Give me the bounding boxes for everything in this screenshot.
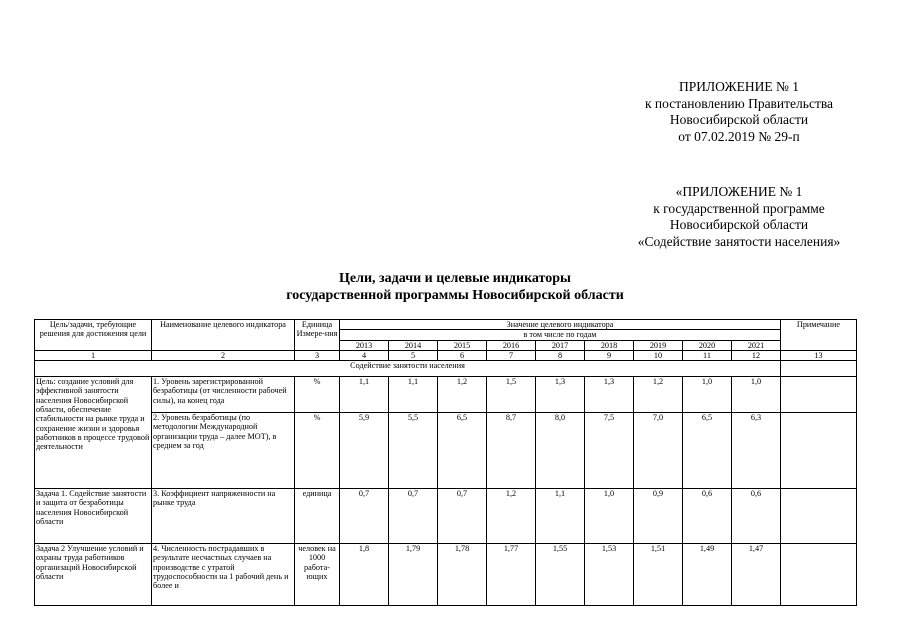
indicator-cell: 1. Уровень зарегистрированной безработицы (от численности рабочей силы), на конец года <box>152 377 295 413</box>
header-year: 2019 <box>634 340 683 350</box>
task-cell: Задача 2 Улучшение условий и охраны труда работников организаций Новосибирской области <box>35 544 152 606</box>
unit-cell: % <box>295 413 340 489</box>
appendix-1-line-1: ПРИЛОЖЕНИЕ № 1 <box>678 79 800 94</box>
value-cell: 7,5 <box>585 413 634 489</box>
note-cell <box>781 544 857 606</box>
unit-cell: человек на 1000 работа-ющих <box>295 544 340 606</box>
value-cell: 1,8 <box>340 544 389 606</box>
note-cell <box>781 377 857 413</box>
column-number: 12 <box>732 350 781 360</box>
value-cell: 1,1 <box>389 377 438 413</box>
value-cell: 6,3 <box>732 413 781 489</box>
value-cell: 8,7 <box>487 413 536 489</box>
column-number: 3 <box>295 350 340 360</box>
value-cell: 5,5 <box>389 413 438 489</box>
header-year: 2018 <box>585 340 634 350</box>
appendix-1-line-3: Новосибирской области <box>669 112 809 127</box>
header-year: 2013 <box>340 340 389 350</box>
column-number: 4 <box>340 350 389 360</box>
value-cell: 1,55 <box>536 544 585 606</box>
indicator-cell: 4. Численность пострадавших в результате несчастных случаев на производстве с утратой трудоспособности на 1 рабочий день и более и <box>152 544 295 606</box>
value-cell: 1,1 <box>340 377 389 413</box>
header-year: 2014 <box>389 340 438 350</box>
value-cell: 7,0 <box>634 413 683 489</box>
column-number: 5 <box>389 350 438 360</box>
value-cell: 1,0 <box>585 489 634 544</box>
appendix-2-line-2: к государственной программе <box>653 200 825 216</box>
column-number: 9 <box>585 350 634 360</box>
indicators-table <box>34 319 857 606</box>
value-cell: 6,5 <box>683 413 732 489</box>
value-cell: 5,9 <box>340 413 389 489</box>
value-cell: 1,78 <box>438 544 487 606</box>
value-cell: 0,6 <box>683 489 732 544</box>
note-cell <box>781 489 857 544</box>
appendix-1-line-2: к постановлению Правительства <box>644 95 834 111</box>
value-cell: 1,2 <box>634 377 683 413</box>
header-year: 2021 <box>732 340 781 350</box>
value-cell: 1,2 <box>438 377 487 413</box>
value-cell: 1,3 <box>585 377 634 413</box>
value-cell: 0,9 <box>634 489 683 544</box>
header-note: Примечание <box>781 320 857 351</box>
appendix-2-line-1: «ПРИЛОЖЕНИЕ № 1 <box>675 184 803 199</box>
value-cell: 1,3 <box>536 377 585 413</box>
goal-cell: Цель: создание условий для эффективной занятости населения Новосибирской области, обеспечение стабильности на рынке труда и сохранение жизни и здоровья работников в процессе трудовой деятельности <box>35 377 152 489</box>
value-cell: 0,7 <box>340 489 389 544</box>
column-number: 8 <box>536 350 585 360</box>
header-by-year: в том числе по годам <box>340 330 781 340</box>
column-number: 13 <box>781 350 857 360</box>
value-cell: 6,5 <box>438 413 487 489</box>
value-cell: 1,0 <box>732 377 781 413</box>
header-value: Значение целевого индикатора <box>340 320 781 330</box>
value-cell: 1,1 <box>536 489 585 544</box>
value-cell: 1,0 <box>683 377 732 413</box>
indicator-cell: 2. Уровень безработицы (по методологии Международной организации труда – далее МОТ), в среднем за год <box>152 413 295 489</box>
column-number: 6 <box>438 350 487 360</box>
indicator-cell: 3. Коэффициент напряженности на рынке труда <box>152 489 295 544</box>
appendix-1-line-4: от 07.02.2019 № 29-п <box>678 128 800 144</box>
header-year: 2015 <box>438 340 487 350</box>
value-cell: 1,5 <box>487 377 536 413</box>
column-number: 7 <box>487 350 536 360</box>
appendix-2-block <box>604 184 874 250</box>
value-cell: 1,79 <box>389 544 438 606</box>
header-goal: Цель/задачи, требующие решения для достижения цели <box>35 320 152 351</box>
header-year: 2017 <box>536 340 585 350</box>
header-year: 2016 <box>487 340 536 350</box>
column-number: 2 <box>152 350 295 360</box>
title-line-2: государственной программы Новосибирской области <box>286 288 624 303</box>
header-unit: Единица Измере-ния <box>295 320 340 351</box>
unit-cell: % <box>295 377 340 413</box>
column-number: 10 <box>634 350 683 360</box>
value-cell: 0,7 <box>438 489 487 544</box>
note-cell <box>781 413 857 489</box>
section-title: Содействие занятости населения <box>35 361 781 377</box>
value-cell: 0,6 <box>732 489 781 544</box>
value-cell: 0,7 <box>389 489 438 544</box>
header-indicator: Наименование целевого индикатора <box>152 320 295 351</box>
value-cell: 1,51 <box>634 544 683 606</box>
task-cell: Задача 1. Содействие занятости и защита от безработицы населения Новосибирской области <box>35 489 152 544</box>
column-number: 1 <box>35 350 152 360</box>
section-note-cell <box>781 361 857 377</box>
value-cell: 1,53 <box>585 544 634 606</box>
value-cell: 1,2 <box>487 489 536 544</box>
appendix-1-block <box>604 79 874 145</box>
value-cell: 1,77 <box>487 544 536 606</box>
title-line-1: Цели, задачи и целевые индикаторы <box>339 271 571 286</box>
value-cell: 8,0 <box>536 413 585 489</box>
header-year: 2020 <box>683 340 732 350</box>
appendix-2-line-3: Новосибирской области <box>669 217 809 232</box>
value-cell: 1,49 <box>683 544 732 606</box>
document-title <box>230 270 680 304</box>
appendix-2-line-4: «Содействие занятости населения» <box>637 233 841 249</box>
column-number: 11 <box>683 350 732 360</box>
unit-cell: единица <box>295 489 340 544</box>
value-cell: 1,47 <box>732 544 781 606</box>
